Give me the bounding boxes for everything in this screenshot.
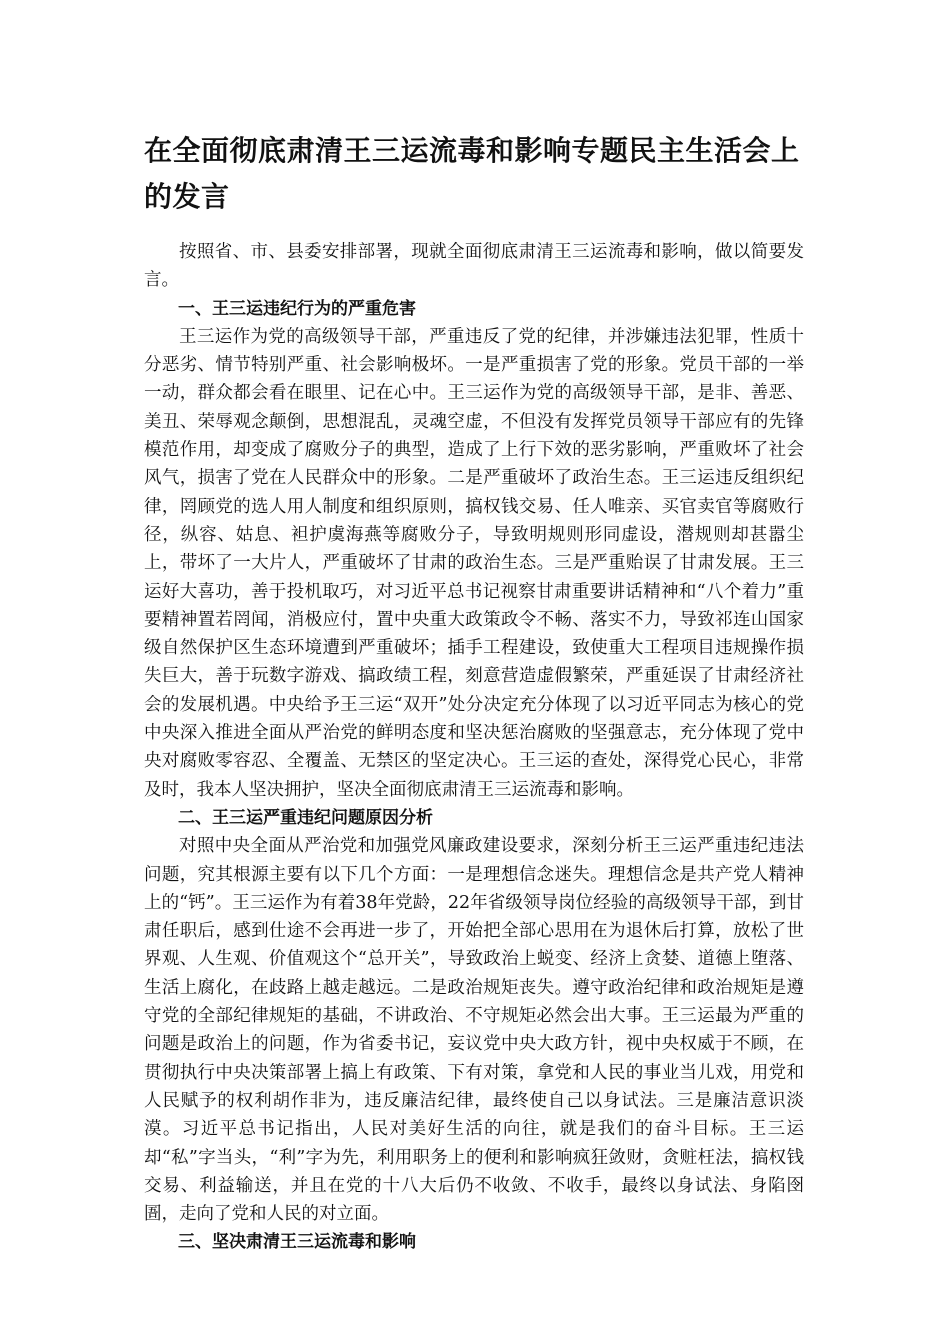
section-1-heading: 一、王三运违纪行为的严重危害 [178, 298, 416, 319]
document-title: 在全面彻底肃清王三运流毒和影响专题民主生活会上的发言 [144, 134, 800, 213]
section-2-heading: 二、王三运严重违纪问题原因分析 [178, 807, 433, 828]
section-2-body: 对照中央全面从严治党和加强党风廉政建设要求，深刻分析王三运严重违纪违法问题，究其根源主要有以下几个方面：一是理想信念迷失。理想信念是共产党人精神上的“钙”。王三运作为有着38年党龄，22年省级领导岗位经验的高级领导干部，到甘肃任职后，感到仕途不会再进一步了，开始把全部心思用在为退休后打算，放松了世界观、人生观、价值观这个“总开关”，导致政治上蜕变、经济上贪婪、道德上堕落、生活上腐化，在歧路上越走越远。二是政治规矩丧失。遵守政治纪律和政治规矩是遵守党的全部纪律规矩的基础，不讲政治、不守规矩必然会出大事。王三运最为严重的问题是政治上的问题，作为省委书记，妄议党中央大政方针，视中央权威于不顾，在贯彻执行中央决策部署上搞上有政策、下有对策，拿党和人民的事业当儿戏，用党和人民赋予的权利胡作非为，违反廉洁纪律，最终使自己以身试法。三是廉洁意识淡漠。习近平总书记指出，人民对美好生活的向往，就是我们的奋斗目标。王三运却“私”字当头，“利”字为先，利用职务上的便利和影响疯狂敛财，贪赃枉法，搞权钱交易、利益输送，并且在党的十八大后仍不收敛、不收手，最终以身试法、身陷囹圄，走向了党和人民的对立面。 [144, 836, 804, 1225]
document-page [144, 128, 804, 1257]
intro-paragraph: 按照省、市、县委安排部署，现就全面彻底肃清王三运流毒和影响，做以简要发言。 [144, 242, 804, 291]
section-3-heading: 三、坚决肃清王三运流毒和影响 [178, 1232, 416, 1253]
section-1-body: 王三运作为党的高级领导干部，严重违反了党的纪律，并涉嫌违法犯罪，性质十分恶劣、情节特别严重、社会影响极坏。一是严重损害了党的形象。党员干部的一举一动，群众都会看在眼里、记在心中。王三运作为党的高级领导干部，是非、善恶、美丑、荣辱观念颠倒，思想混乱，灵魂空虚，不但没有发挥党员领导干部应有的先锋模范作用，却变成了腐败分子的典型，造成了上行下效的恶劣影响，严重败坏了社会风气，损害了党在人民群众中的形象。二是严重破坏了政治生态。王三运违反组织纪律，罔顾党的选人用人制度和组织原则，搞权钱交易、任人唯亲、买官卖官等腐败行径，纵容、姑息、袒护虞海燕等腐败分子，导致明规则形同虚设，潜规则却甚嚣尘上，带坏了一大片人，严重破坏了甘肃的政治生态。三是严重贻误了甘肃发展。王三运好大喜功，善于投机取巧，对习近平总书记视察甘肃重要讲话精神和“八个着力”重要精神置若罔闻，消极应付，置中央重大政策政令不畅、落实不力，导致祁连山国家级自然保护区生态环境遭到严重破坏；插手工程建设，致使重大工程项目违规操作损失巨大，善于玩数字游戏、搞政绩工程，刻意营造虚假繁荣，严重延误了甘肃经济社会的发展机遇。中央给予王三运“双开”处分决定充分体现了以习近平同志为核心的党中央深入推进全面从严治党的鲜明态度和坚决惩治腐败的坚强意志，充分体现了党中央对腐败零容忍、全覆盖、无禁区的坚定决心。王三运的查处，深得党心民心，非常及时，我本人坚决拥护，坚决全面彻底肃清王三运流毒和影响。 [144, 326, 804, 800]
